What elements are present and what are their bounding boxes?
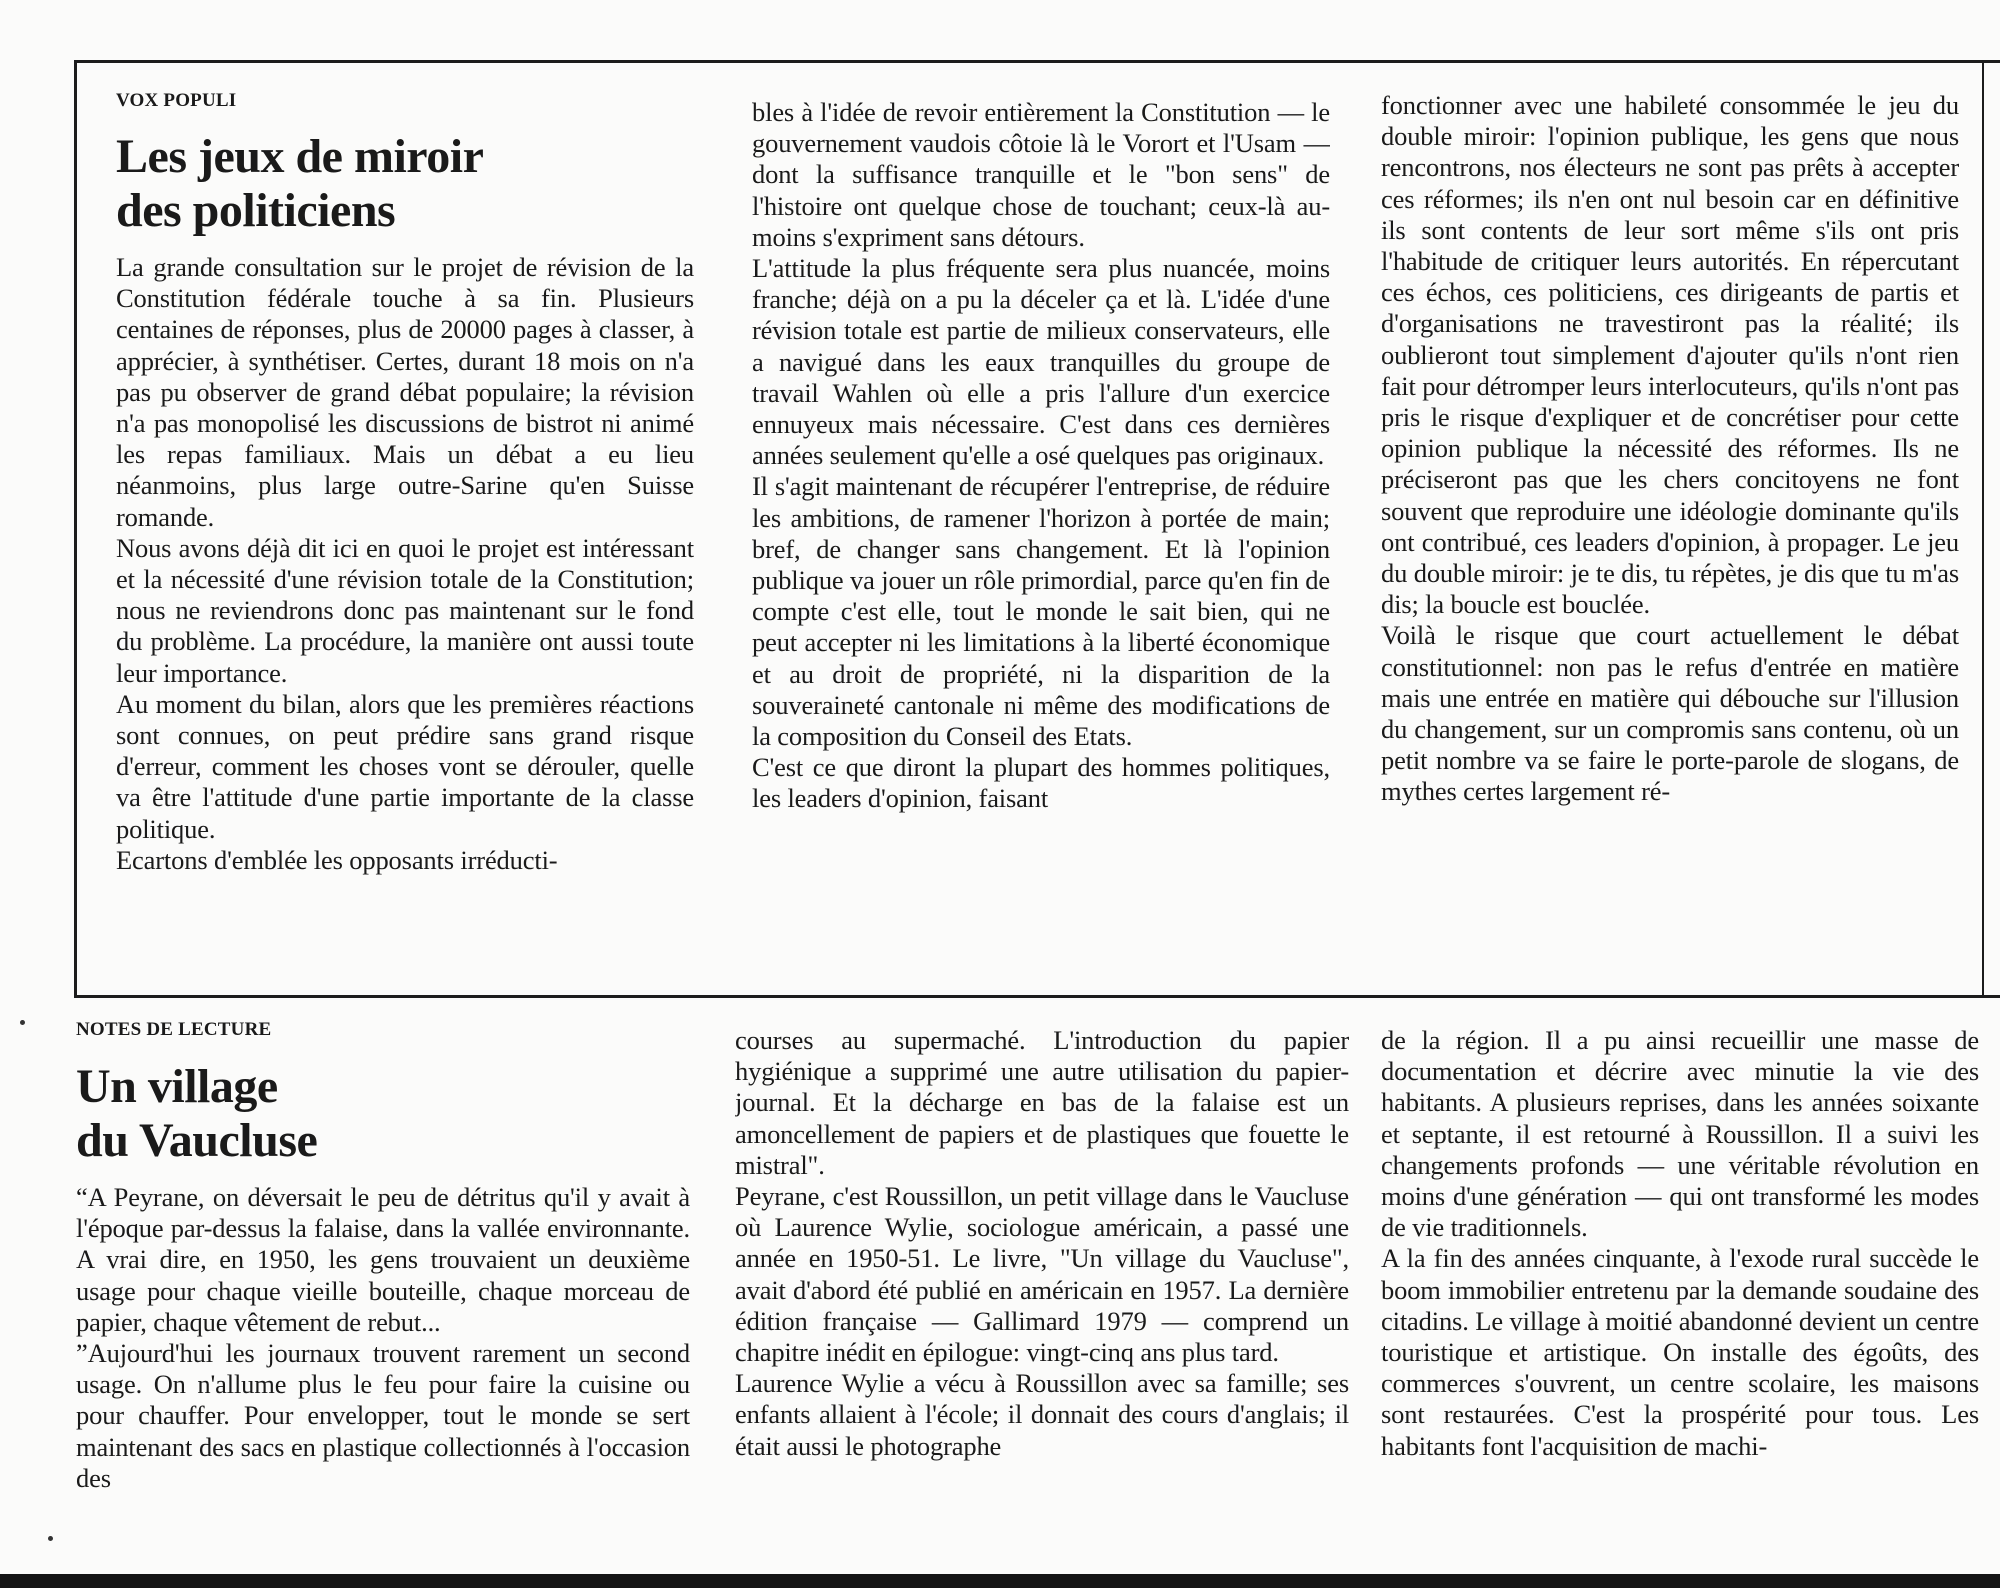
paragraph: Peyrane, c'est Roussillon, un petit village dans le Vaucluse où Laurence Wylie, sociologue américain, a passé une année en 1950-51. Le livre, "Un village du Vaucluse", avait d'abord été publié en américain en 1957. La dernière édition française — Gallimard 1979 — comprend un chapitre inédit en épilogue: vingt-cinq ans plus tard.	[735, 1181, 1349, 1368]
article-column-2	[752, 97, 1330, 975]
paragraph: Au moment du bilan, alors que les premières réactions sont connues, on peut prédire sans grand risque d'erreur, comment les choses vont se dérouler, quelle va être l'attitude d'une partie importante de la classe politique.	[116, 688, 694, 844]
paragraph: L'attitude la plus fréquente sera plus nuancée, moins franche; déjà on a pu la déceler ça et là. L'idée d'une révision totale est partie de milieux conservateurs, elle a navigué dans les eaux tranquilles du groupe de travail Wahlen où elle a pris l'allure d'un exercice ennuyeux mais nécessaire. C'est dans ces dernières années seulement qu'elle a osé quelques pas originaux.	[752, 253, 1330, 471]
top-box-right-rule	[1982, 60, 1984, 998]
paragraph: La grande consultation sur le projet de révision de la Constitution fédérale touche à sa fin. Plusieurs centaines de réponses, plus de 20000 pages à classer, à apprécier, à synthétiser. Certes, durant 18 mois on n'a pas pu observer de grand débat populaire; la révision n'a pas monopolisé les discussions de bistrot ni animé les repas familiaux. Mais un débat a eu lieu néanmoins, plus large outre-Sarine qu'en Suisse romande.	[116, 252, 694, 532]
margin-mark	[20, 1020, 25, 1025]
headline-line: des politiciens	[116, 184, 396, 237]
headline-line: Un village	[76, 1060, 278, 1113]
section-kicker: VOX POPULI	[116, 90, 237, 111]
article-headline	[76, 1060, 317, 1168]
article-column-2	[735, 1025, 1349, 1556]
paragraph: Il s'agit maintenant de récupérer l'entreprise, de réduire les ambitions, de ramener l'horizon à portée de main; bref, de changer sans changement. Et là l'opinion publique va jouer un rôle primordial, parce qu'en fin de compte c'est elle, tout le monde le sait bien, qui ne peut accepter ni les limitations à la liberté économique et au droit de propriété, ni la disparition de la souveraineté cantonale ni même des modifications de la composition du Conseil des Etats.	[752, 471, 1330, 752]
article-column-1	[76, 1182, 690, 1556]
page-bottom-edge	[0, 1574, 2000, 1588]
section-kicker: NOTES DE LECTURE	[76, 1019, 272, 1040]
paragraph: C'est ce que diront la plupart des hommes politiques, les leaders d'opinion, faisant	[752, 752, 1330, 814]
headline-line: du Vaucluse	[76, 1114, 318, 1167]
top-box-left-rule	[74, 60, 77, 998]
article-column-3	[1381, 1025, 1979, 1556]
paragraph: fonctionner avec une habileté consommée le jeu du double miroir: l'opinion publique, les gens que nous rencontrons, nos électeurs ne sont pas prêts à accepter ces réformes; ils n'en ont nul besoin car en définitive ils sont contents de leur sort même s'ils ont pris l'habitude de critiquer leurs autorités. En répercutant ces échos, ces politiciens, ces dirigeants de partis et d'organisations ne travestiront pas la réalité; ils oublieront tout simplement d'ajouter qu'ils n'ont rien fait pour détromper leurs interlocuteurs, qu'ils n'ont pas pris le risque d'expliquer et de concrétiser pour cette opinion publique la nécessité des réformes. Ils ne préciseront pas que les chers concitoyens ne font souvent que reproduire une idéologie dominante qu'ils ont contribué, ces leaders d'opinion, à propager. Le jeu du double miroir: je te dis, tu répètes, je dis que tu m'as dis; la boucle est bouclée.	[1381, 90, 1959, 620]
paragraph: Laurence Wylie a vécu à Roussillon avec sa famille; ses enfants allaient à l'école; il donnait des cours d'anglais; il était aussi le photographe	[735, 1368, 1349, 1461]
paragraph: A la fin des années cinquante, à l'exode rural succède le boom immobilier entretenu par la demande soudaine des citadins. Le village à moitié abandonné devient un centre touristique et artistique. On installe des égoûts, des commerces s'ouvrent, un centre scolaire, les maisons sont restaurées. C'est la prospérité pour tous. Les habitants font l'acquisition de machi-	[1381, 1243, 1979, 1461]
paragraph: de la région. Il a pu ainsi recueillir une masse de documentation et décrire avec minutie la vie des habitants. A plusieurs reprises, dans les années soixante et septante, il est retourné à Roussillon. Il a suivi les changements profonds — une véritable révolution en moins d'une génération — qui ont transformé les modes de vie traditionnels.	[1381, 1025, 1979, 1243]
article-column-1	[116, 252, 694, 975]
article-column-3	[1381, 90, 1959, 975]
paragraph: bles à l'idée de revoir entièrement la Constitution — le gouvernement vaudois côtoie là le Vorort et l'Usam — dont la suffisance tranquille et le "bon sens" de l'histoire ont quelque chose de touchant; ceux-là au-moins s'expriment sans détours.	[752, 97, 1330, 252]
paragraph: Nous avons déjà dit ici en quoi le projet est intéressant et la nécessité d'une révision totale de la Constitution; nous ne reviendrons donc pas maintenant sur le fond du problème. La procédure, la manière ont aussi toute leur importance.	[116, 532, 694, 688]
margin-mark	[48, 1536, 53, 1541]
top-box-top-rule	[74, 60, 2000, 63]
headline-line: Les jeux de miroir	[116, 130, 484, 183]
article-headline	[116, 130, 483, 238]
paragraph: Ecartons d'emblée les opposants irréducti-	[116, 844, 558, 875]
top-box-bottom-rule	[74, 995, 2000, 998]
paragraph: “A Peyrane, on déversait le peu de détritus qu'il y avait à l'époque par-dessus la falaise, dans la vallée environnante. A vrai dire, en 1950, les gens trouvaient un deuxième usage pour chaque vieille bouteille, chaque morceau de papier, chaque vêtement de rebut...	[76, 1182, 690, 1337]
paragraph: ”Aujourd'hui les journaux trouvent rarement un second usage. On n'allume plus le feu pour faire la cuisine ou pour chauffer. Pour envelopper, tout le monde se sert maintenant des sacs en plastique collectionnés à l'occasion des	[76, 1338, 690, 1493]
paragraph: courses au supermaché. L'introduction du papier hygiénique a supprimé une autre utilisation du papier-journal. Et la décharge en bas de la falaise est un amoncellement de papiers et de plastiques que fouette le mistral".	[735, 1025, 1349, 1180]
paragraph: Voilà le risque que court actuellement le débat constitutionnel: non pas le refus d'entrée en matière mais une entrée en matière qui débouche sur l'illusion du changement, sur un compromis sans contenu, où un petit nombre va se faire le porte-parole de slogans, de mythes certes largement ré-	[1381, 620, 1959, 807]
